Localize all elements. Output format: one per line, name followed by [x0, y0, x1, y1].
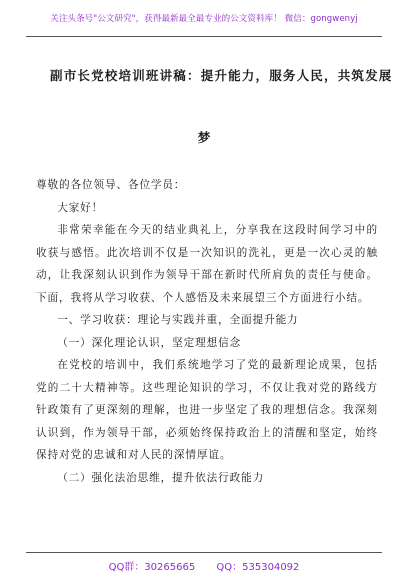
header-banner: 关注头条号"公文研究"，获得最新最全最专业的公文资料库！ 微信：gongwenyj — [50, 14, 358, 24]
header-divider — [26, 36, 382, 37]
document-title: 副市长党校培训班讲稿：提升能力，服务人民，共筑发展 — [50, 68, 393, 83]
subsection-heading: （一）深化理论认识，坚定理想信念 — [57, 336, 242, 349]
footer-qq: QQ：535304092 — [216, 562, 300, 573]
footer — [0, 558, 408, 573]
document-body — [36, 174, 378, 489]
section-heading: 一、学习收获：理论与实践并重，全面提升能力 — [57, 314, 299, 326]
intro-paragraph: 非常荣幸能在今天的结业典礼上，分享我在这段时间学习中的收获与感悟。此次培训不仅是一次知识的洗礼，更是一次心灵的触动，让我深刻认识到作为领导干部在新时代所肩负的责任与使命。下面，我将从学习收获、个人感悟及未来展望三个方面进行小结。 — [36, 224, 378, 304]
salutation: 尊敬的各位领导、各位学员： — [36, 179, 186, 191]
document-title-continued: 梦 — [197, 130, 211, 145]
subsection-heading: （二）强化法治思维，提升依法行政能力 — [57, 471, 265, 484]
footer-qq-group: QQ群：30265665 — [108, 562, 196, 573]
subsection-paragraph: 在党校的培训中，我们系统地学习了党的最新理论成果，包括党的二十大精神等。这些理论知识的学习，不仅让我对党的路线方针政策有了更深刻的理解，也进一步坚定了我的理想信念。我深刻认识到，作为领导干部，必须始终保持政治上的清醒和坚定，始终保持对党的忠诚和对人民的深情厚谊。 — [36, 359, 378, 461]
footer-divider — [26, 552, 382, 553]
greeting: 大家好！ — [57, 201, 104, 214]
